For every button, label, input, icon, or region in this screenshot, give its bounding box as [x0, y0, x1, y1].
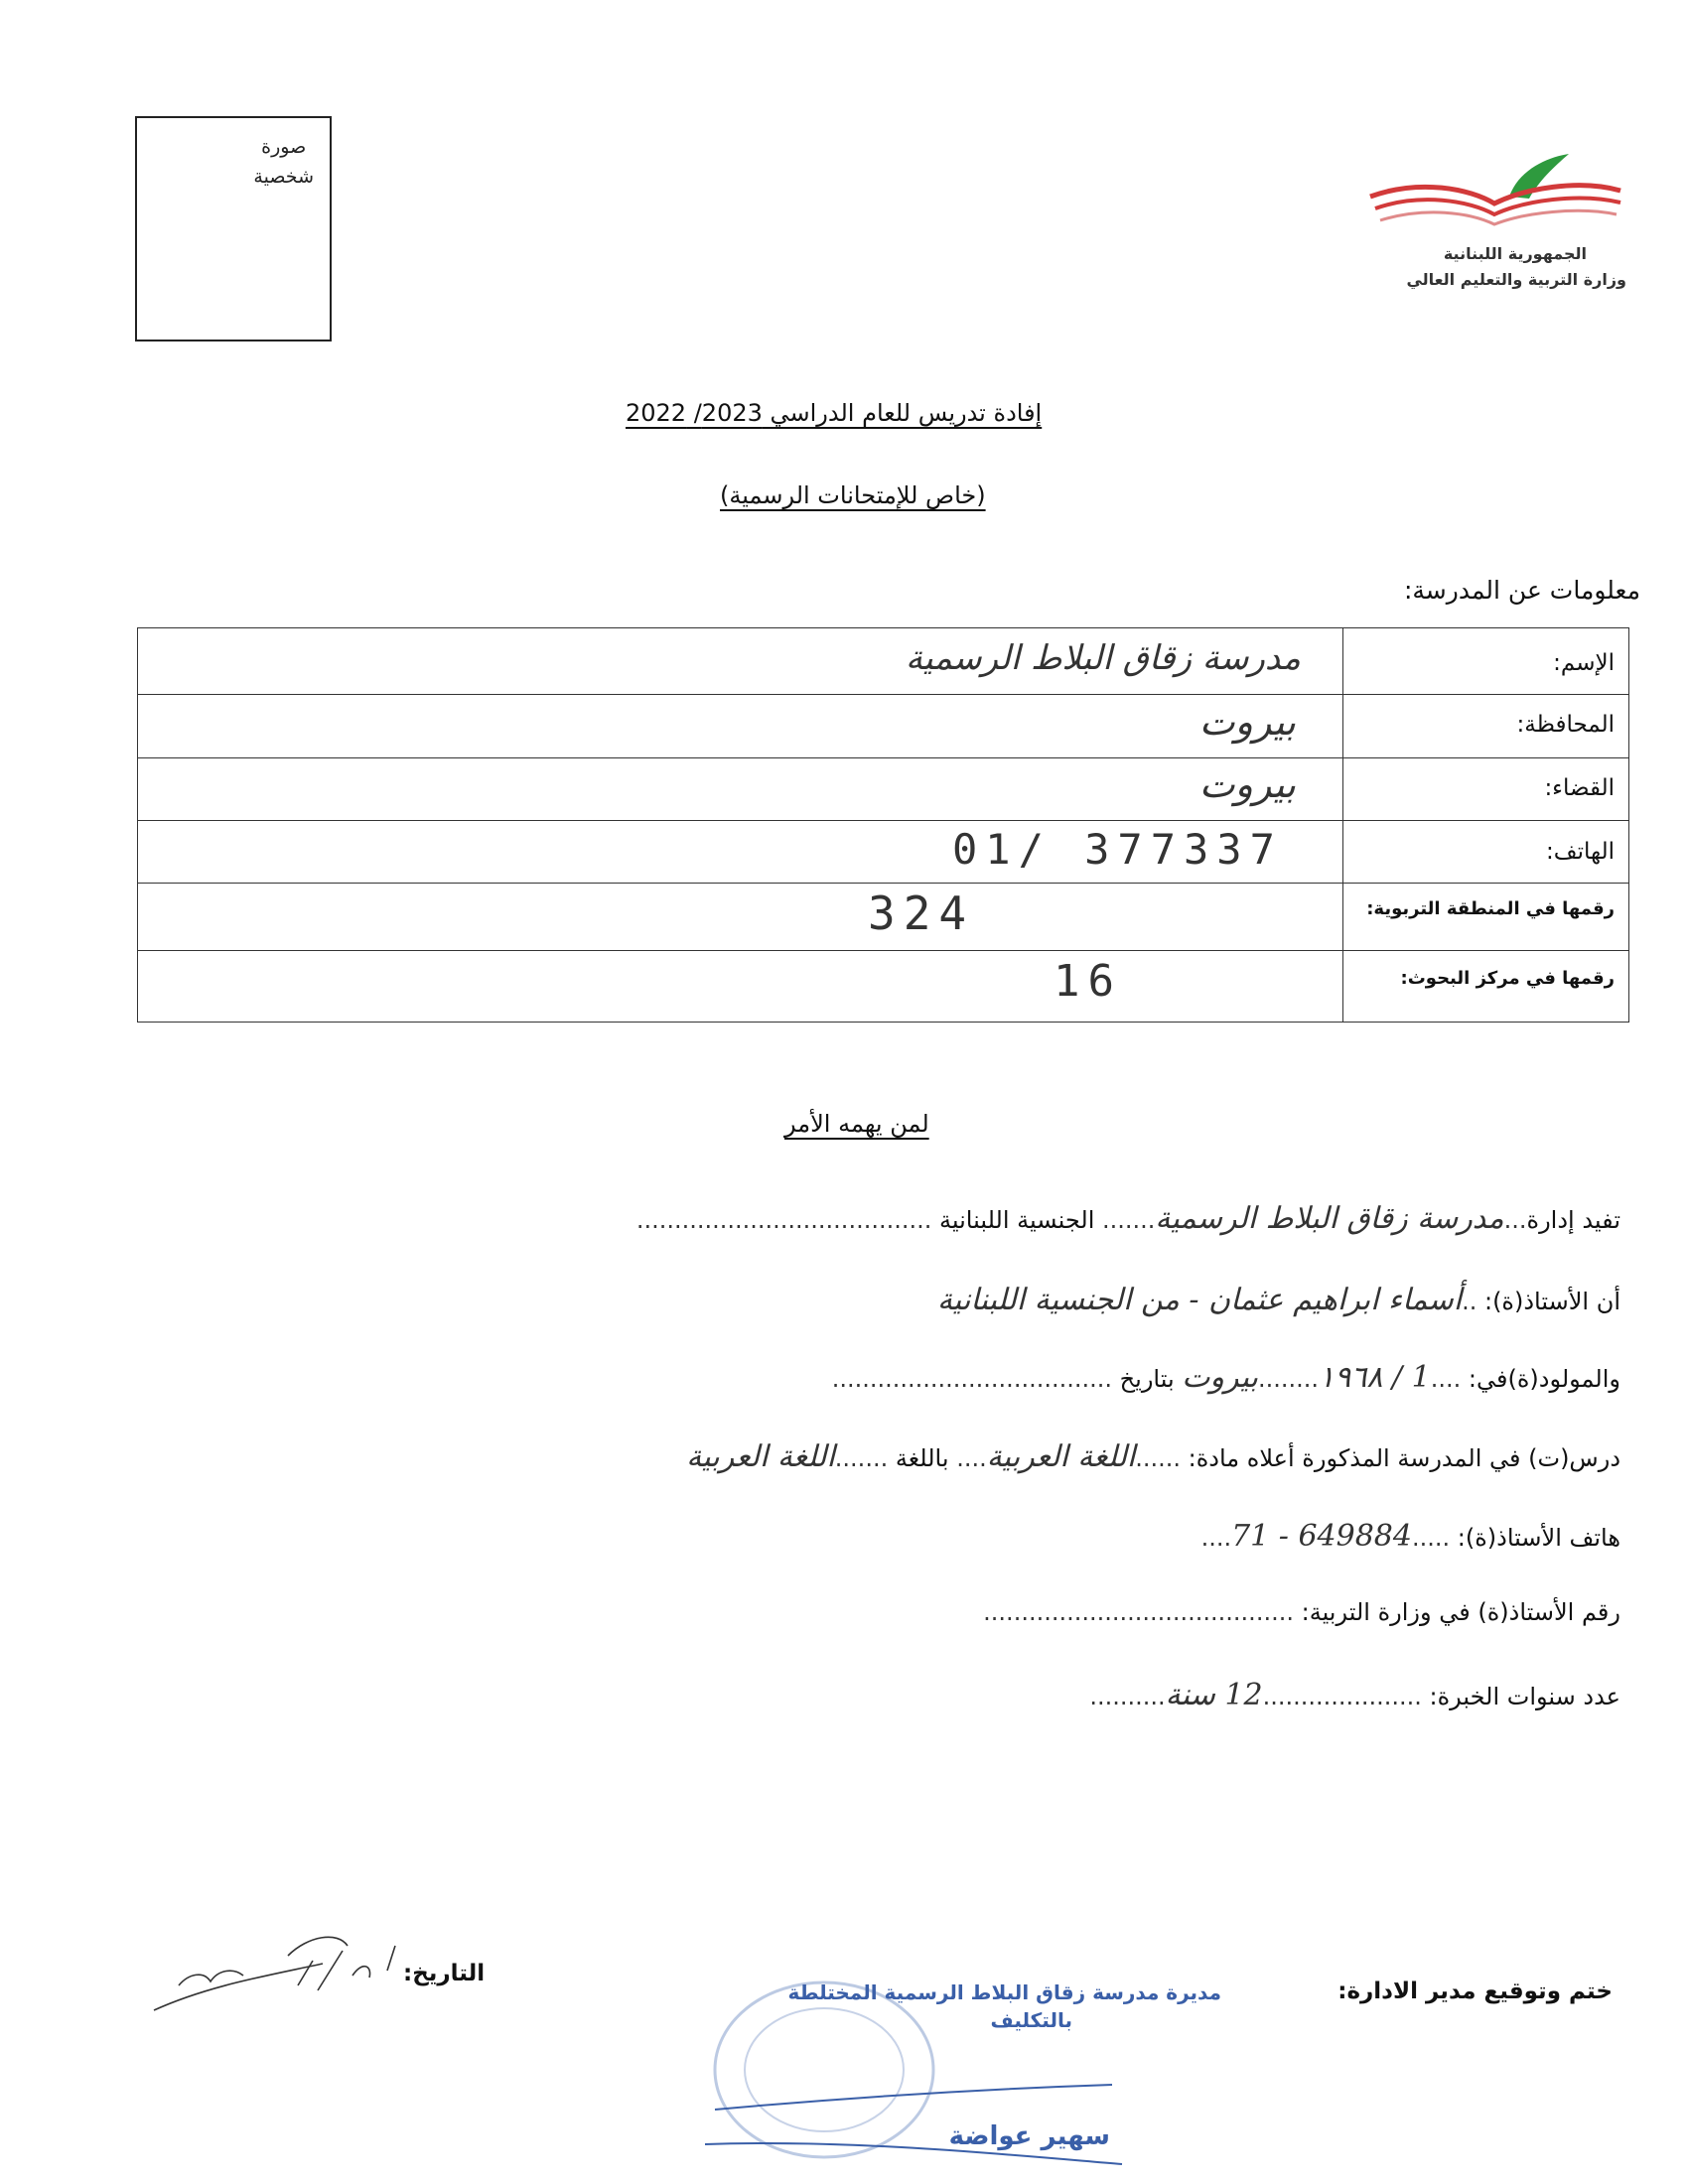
body-line-experience: عدد سنوات الخبرة: .....................12 سنة.......... [1089, 1678, 1620, 1712]
line2-prefix: أن الأستاذ(ة): [1483, 1288, 1620, 1315]
table-value-research-center-number: 16 [1054, 956, 1122, 1007]
table-value-name: مدرسة زقاق البلاط الرسمية [905, 638, 1301, 678]
line5-prefix: هاتف الأستاذ(ة): [1457, 1524, 1620, 1552]
table-value-district: بيروت [1198, 762, 1296, 806]
table-value-governorate: بيروت [1198, 700, 1296, 744]
body-line-teacher-name: أن الأستاذ(ة): ..أسماء ابراهيم عثمان - من الجنسية اللبنانية [936, 1283, 1620, 1317]
line7-years: 12 سنة [1165, 1678, 1263, 1712]
table-value-phone: 01/ 377337 [952, 825, 1283, 874]
handwritten-date-icon [149, 1916, 427, 2025]
body-line-administration: تفيد إدارة...مدرسة زقاق البلاط الرسمية....... الجنسية اللبنانية ....................................... [635, 1201, 1620, 1236]
photo-label-line1: صورة [261, 136, 307, 158]
table-label-name: الإسم: [1553, 650, 1615, 676]
line4-prefix: درس(ت) في المدرسة المذكورة أعلاه مادة: [1188, 1444, 1620, 1472]
body-line-birth: والمولود(ة)في: ....1 / ١٩٦٨........بيروت بتاريخ ..................................... [831, 1360, 1620, 1395]
stamp-assignment: بالتكليف [990, 2008, 1072, 2032]
principal-stamp-label: ختم وتوقيع مدير الادارة: [1337, 1979, 1613, 2004]
photo-label [253, 132, 314, 192]
table-label-research-center-number: رقمها في مركز البحوث: [1400, 968, 1615, 989]
school-info-table [137, 627, 1629, 1023]
body-line-ministry-number: رقم الأستاذ(ة) في وزارة التربية: ......................................... [983, 1598, 1620, 1626]
stamp-signature-name: سهير عواضة [948, 2121, 1110, 2151]
line5-teacher-phone: 71 - 649884 [1231, 1519, 1412, 1554]
stamp-principal-title: مديرة مدرسة زقاق البلاط الرسمية المختلطة [787, 1980, 1221, 2004]
book-logo-icon [1360, 149, 1628, 243]
line6-prefix: رقم الأستاذ(ة) في وزارة التربية: [1301, 1598, 1620, 1626]
body-line-teacher-phone: هاتف الأستاذ(ة): .....71 - 649884.... [1200, 1519, 1620, 1554]
line3-birth-date: 1 / ١٩٦٨ [1319, 1360, 1431, 1395]
logo-ministry-text: وزارة التربية والتعليم العالي [1406, 270, 1626, 289]
logo-republic-text: الجمهورية اللبنانية [1443, 244, 1587, 263]
ministry-logo [1360, 149, 1628, 298]
table-label-governorate: المحافظة: [1516, 712, 1615, 738]
document-title: إفادة تدريس للعام الدراسي 2023/ 2022 [626, 399, 1043, 427]
table-label-edu-region-number: رقمها في المنطقة التربوية: [1366, 898, 1615, 919]
table-label-district: القضاء: [1544, 775, 1615, 801]
line1-school-name: مدرسة زقاق البلاط الرسمية [1155, 1201, 1504, 1236]
photo-label-line2: شخصية [253, 166, 314, 188]
school-info-heading: معلومات عن المدرسة: [1403, 576, 1640, 605]
photo-placeholder [135, 116, 332, 341]
line1-prefix: تفيد إدارة [1526, 1206, 1620, 1234]
line3-date-label: بتاريخ [1119, 1365, 1175, 1393]
table-value-edu-region-number: 324 [868, 887, 975, 940]
line4-language: اللغة العربية [686, 1439, 835, 1474]
official-stamp [705, 1951, 1221, 2169]
line4-language-label: باللغة [895, 1444, 949, 1472]
date-label: التاريخ: [403, 1961, 486, 1986]
line3-prefix: والمولود(ة)في: [1468, 1365, 1620, 1393]
body-line-subject: درس(ت) في المدرسة المذكورة أعلاه مادة: ......اللغة العربية.... باللغة .......اللغة العربية [686, 1439, 1620, 1474]
line4-subject: اللغة العربية [986, 1439, 1136, 1474]
line3-birth-place: بيروت [1182, 1360, 1258, 1395]
table-label-phone: الهاتف: [1546, 839, 1615, 865]
handwritten-date [149, 1916, 427, 2025]
document-subtitle: (خاص للإمتحانات الرسمية) [720, 481, 986, 509]
line1-suffix: الجنسية اللبنانية [939, 1206, 1095, 1234]
to-whom-it-may-concern: لمن يهمه الأمر [784, 1110, 929, 1138]
line7-prefix: عدد سنوات الخبرة: [1429, 1683, 1620, 1710]
line2-teacher-name: أسماء ابراهيم عثمان - من الجنسية اللبنانية [936, 1283, 1463, 1317]
